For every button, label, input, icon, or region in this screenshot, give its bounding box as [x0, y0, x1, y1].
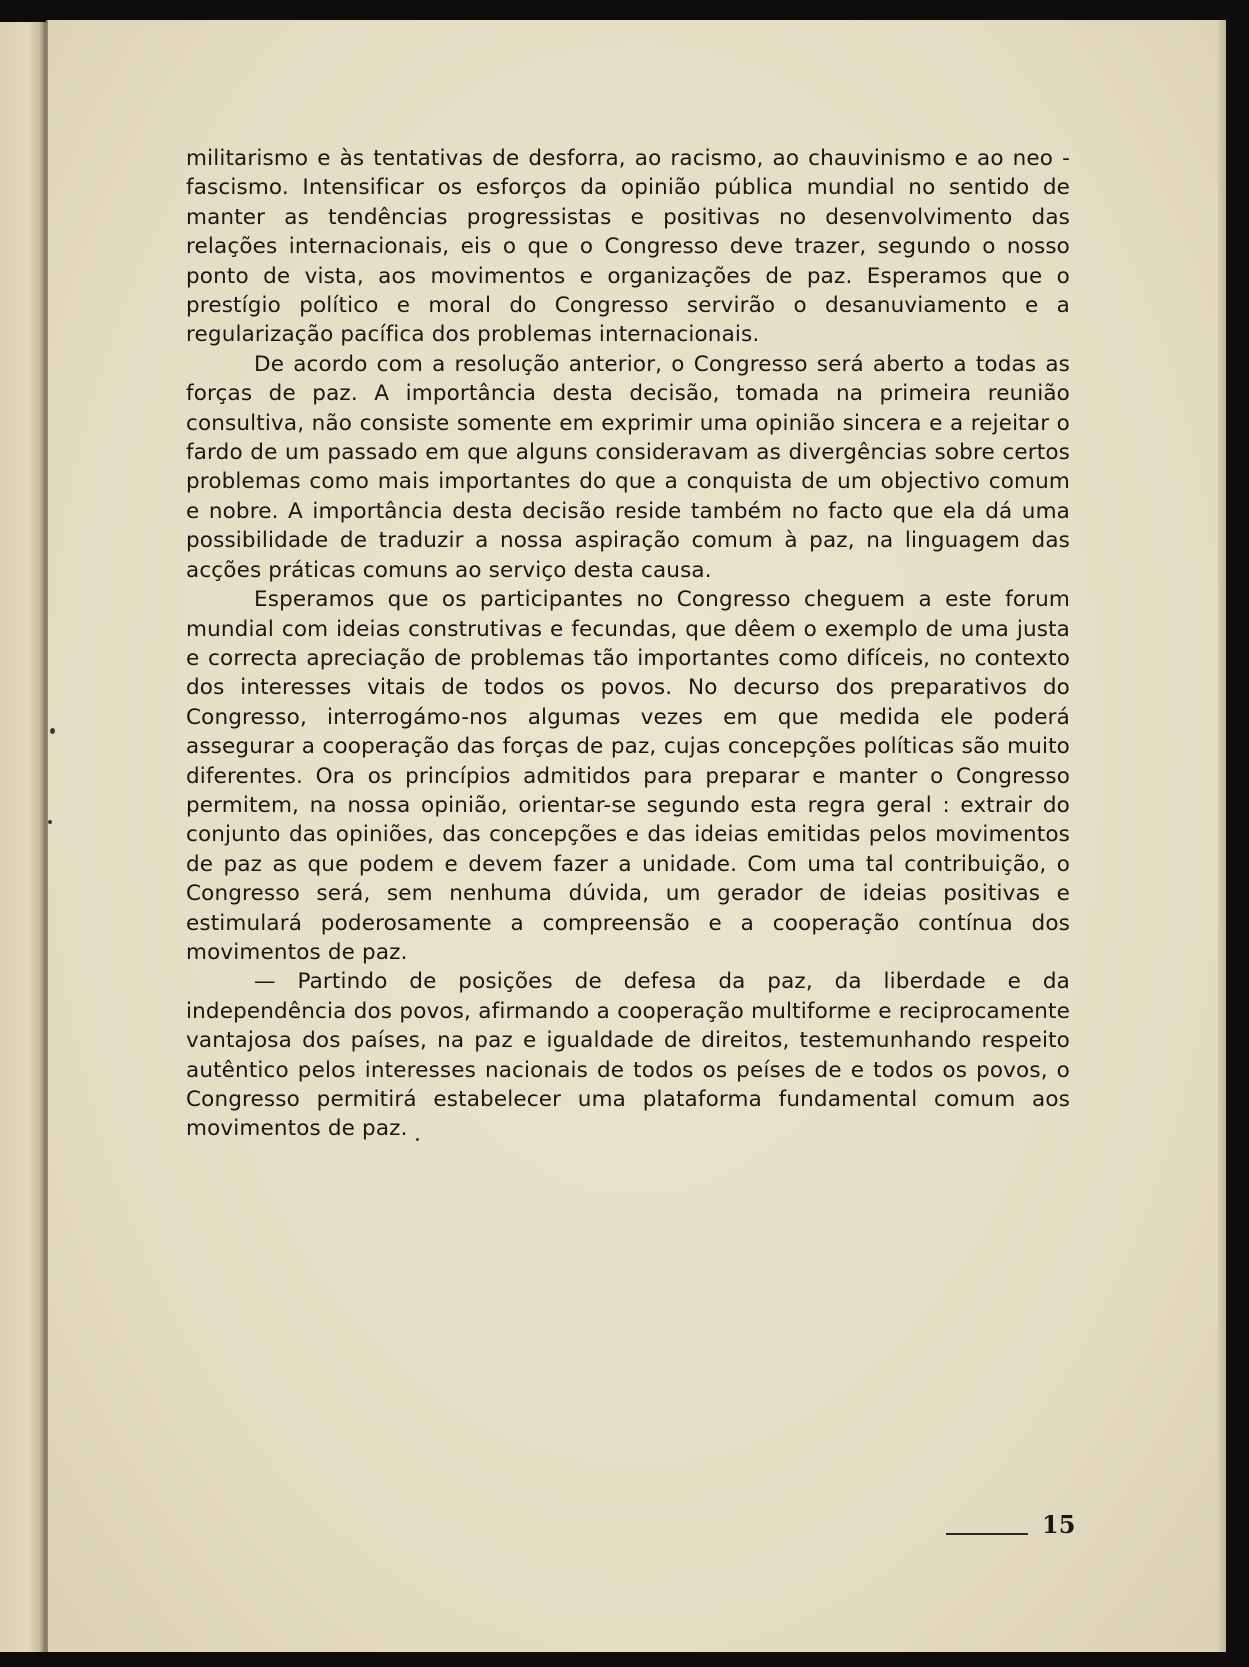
previous-page-edge	[0, 22, 46, 1652]
footer-rule	[946, 1533, 1028, 1535]
page-footer	[946, 1510, 1136, 1550]
body-text	[186, 144, 1070, 1144]
paragraph: militarismo e às tentativas de desforra, ao racismo, ao chauvinismo e ao neo - fascismo. Intensificar os esforços da opinião pública mundial no sentido de manter as tendências progressistas e positivas no desenvolvimento das relações internacionais, eis o que o Congresso deve trazer, segundo o nosso ponto de vista, aos movimentos e organizações de paz. Esperamos que o prestígio político e moral do Congresso servirão o desanuviamento e a regularização pacífica dos problemas internacionais.	[186, 146, 1070, 348]
paragraph: Esperamos que os participantes no Congresso cheguem a este forum mundial com ideias construtivas e fecundas, que dêem o exemplo de uma justa e correcta apreciação de problemas tão importantes como difíceis, no contexto dos interesses vitais de todos os povos. No decurso dos preparativos do Congresso, interrogámo-nos algumas vezes em que medida ele poderá assegurar a cooperação das forças de paz, cujas concepções políticas são muito diferentes. Ora os princípios admitidos para preparar e manter o Congresso permitem, na nossa opinião, orientar-se segundo esta regra geral : extrair do conjunto das opiniões, das concepções e das ideias emitidas pelos movimentos de paz as que podem e devem fazer a unidade. Com uma tal contribuição, o Congresso será, sem nenhuma dúvida, um gerador de ideias positivas e estimulará poderosamente a compreensão e a cooperação contínua dos movimentos de paz.	[186, 587, 1070, 965]
ink-speck	[48, 820, 52, 824]
paragraph: De acordo com a resolução anterior, o Congresso será aberto a todas as forças de paz. A importância desta decisão, tomada na primeira reunião consultiva, não consiste somente em exprimir uma opinião sincera e a rejeitar o fardo de um passado em que alguns consideravam as divergências sobre certos problemas como mais importantes do que a conquista de um objectivo comum e nobre. A importância desta decisão reside também no facto que ela dá uma possibilidade de traduzir a nossa aspiração comum à paz, na linguagem das acções práticas comuns ao serviço desta causa.	[186, 351, 1070, 583]
page-edge	[1218, 20, 1226, 1652]
paragraph: — Partindo de posições de defesa da paz, da liberdade e da independência dos povos, afirmando a cooperação multiforme e reciprocamente vantajosa dos países, na paz e igualdade de direitos, testemunhando respeito autêntico pelos interesses nacionais de todos os peíses de e todos os povos, o Congresso permitirá estabelecer uma plataforma fundamental comum aos movimentos de paz.	[186, 969, 1070, 1142]
page-number: 15	[1042, 1510, 1076, 1539]
book-page	[46, 20, 1226, 1652]
ink-speck	[50, 728, 55, 734]
